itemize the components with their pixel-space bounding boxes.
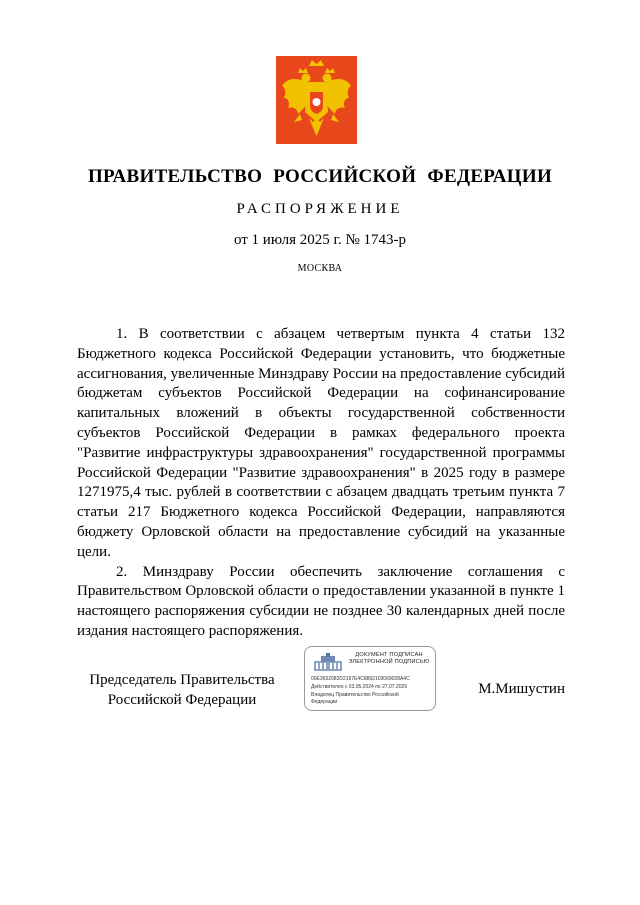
electronic-signature-stamp: [304, 646, 436, 711]
coat-of-arms-emblem: [276, 56, 357, 144]
stamp-validity: Действителен с 03.05.2024 по 27.07.2025: [311, 684, 408, 690]
government-title: ПРАВИТЕЛЬСТВО РОССИЙСКОЙ ФЕДЕРАЦИИ: [87, 166, 553, 187]
document-type: РАСПОРЯЖЕНИЕ: [236, 201, 404, 217]
signer-position-line-1: Председатель Правительства: [89, 672, 275, 688]
government-building-icon: [311, 652, 345, 672]
stamp-owner-line-2: Федерации: [311, 699, 338, 705]
paragraph-1: 1. В соответствии с абзацем четвертым пункта 4 статьи 132 Бюджетного кодекса Российской Федерации установить, что бюджетные ассигнования, увеличенные Минздраву России на предоставление субсидий бюджетам субъектов Российской Федерации на софинансирование капитальных вложений в объекты государственной собственности субъектов Российской Федерации в рамках федерального проекта "Развитие инфраструктуры здравоохранения" государственной программы Российской Федерации "Развитие здравоохранения" в 2025 году в размере 1271975,4 тыс. рублей в соответствии с абзацем двадцать третьим пункта 7 статьи 217 Бюджетного кодекса Российской Федерации, направляются бюджету Орловской области на предоставление субсидий на указанные цели.: [77, 326, 565, 560]
document-city: МОСКВА: [297, 263, 343, 274]
stamp-header-line-1: ДОКУМЕНТ ПОДПИСАН: [355, 652, 423, 658]
paragraph-2: 2. Минздраву России обеспечить заключение соглашения с Правительством Орловской области о предоставлении указанной в пункте 1 настоящего распоряжения субсидии не позднее 30 календарных дней после издания настоящего распоряжения.: [77, 563, 565, 639]
signer-position: [77, 671, 287, 710]
stamp-certificate: 00E3652082D2197E4C8892103069028A4C: [311, 676, 410, 682]
signer-position-line-2: Российской Федерации: [107, 691, 257, 708]
document-body: [77, 325, 565, 642]
stamp-owner-line-1: Владелец Правительство Российской: [311, 692, 399, 698]
stamp-header-line-2: ЭЛЕКТРОННОЙ ПОДПИСЬЮ: [348, 659, 430, 665]
stamp-header: [345, 652, 433, 666]
signer-name: М.Мишустин: [478, 681, 565, 697]
document-date-number: от 1 июля 2025 г. № 1743-р: [233, 232, 407, 248]
